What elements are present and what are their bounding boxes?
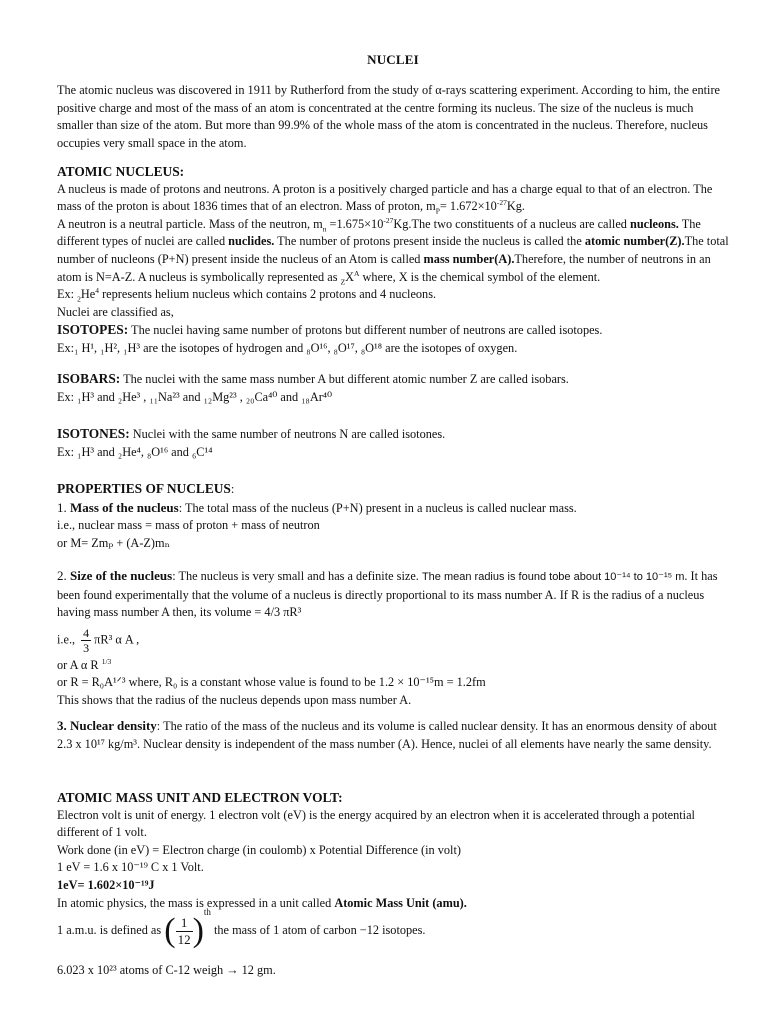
isobars-section — [57, 370, 729, 406]
intro-paragraph — [57, 82, 729, 152]
size-paragraph: 2. Size of the nucleus: The nucleus is very small and has a definite size. The mean radius is found tobe about 10⁻¹⁴ to 10⁻¹⁵ m. It has been found experimentally that the volume of a nucleus is directly proportional to its mass number A. If R is the radius of a nucleus having mass number A then, its volume = 4/3 πR³ — [57, 568, 718, 620]
atomic-nucleus-section — [57, 163, 729, 321]
amu-definition: 1 a.m.u. is defined as ( $\frac{1}{12}$ )$^{th}$ the mass of 1 atom of carbon −12 isotopes. — [57, 907, 426, 950]
nuclear-mass-ie: i.e., nuclear mass = mass of proton + mass of neutron — [57, 518, 320, 533]
radius-conclusion: This shows that the radius of the nucleus depends upon mass number A. — [57, 692, 412, 707]
isotones-example: Ex: ₁H³ and ₂He⁴, ₈O¹⁶ and ₆C¹⁴ — [57, 444, 213, 459]
isotopes-example: Ex:₁ H¹, ₁H², ₁H³ are the isotopes of hydrogen and ₈O¹⁶, ₈O¹⁷, ₈O¹⁸ are the isotopes of oxygen. — [57, 340, 518, 355]
isotones-definition: Nuclei with the same number of neutrons N are called isotones. — [129, 427, 446, 441]
amu-intro: In atomic physics, the mass is expressed in a unit called Atomic Mass Unit (amu). — [57, 895, 467, 910]
isotones-section — [57, 425, 729, 461]
size-of-nucleus-section — [57, 567, 729, 710]
isotopes-label: ISOTOPES: — [57, 322, 129, 337]
volume-relation: i.e., $\frac{4}{3}$ πR³ α A , — [57, 625, 140, 655]
amu-heading: ATOMIC MASS UNIT AND ELECTRON VOLT: — [57, 790, 343, 805]
isobars-definition: The nuclei with the same mass number A but different atomic number Z are called isobars. — [120, 372, 569, 386]
isotopes-definition: The nuclei having same number of protons but different number of neutrons are called isotopes. — [128, 323, 603, 337]
ev-joule-equation: 1eV= 1.602×10⁻¹⁹J — [57, 877, 155, 892]
one-twelfth-fraction: $\frac{1}{12}$ — [177, 914, 191, 947]
helium-example: Ex: $_2He^4$ represents helium nucleus which contains 2 protons and 4 nucleons. — [57, 286, 437, 304]
page-title: NUCLEI — [367, 52, 419, 67]
electron-volt-definition: Electron volt is unit of energy. 1 electron volt (eV) is the energy acquired by an electron when it is accelerated through a potential different of 1 volt. — [57, 807, 695, 840]
classified-line: Nuclei are classified as, — [57, 304, 174, 319]
proton-paragraph: A nucleus is made of protons and neutrons. A proton is a positively charged particle and has a charge equal to that of an electron. The mass of the proton is about 1836 times that of an electron. Mass of proton, $m_P= 1.672\times 10^{-27}Kg$. — [57, 181, 713, 216]
radius-formula: or R = R₀A¹ᐟ³ where, R₀ is a constant whose value is found to be 1.2 × 10⁻¹⁵m = 1.2fm — [57, 675, 486, 690]
four-thirds-fraction: $\frac{4}{3}$ — [83, 625, 90, 655]
amu-section — [57, 789, 729, 980]
ev-equation: 1 eV = 1.6 x 10⁻¹⁹ C x 1 Volt. — [57, 860, 204, 875]
properties-heading: PROPERTIES OF NUCLEUS — [57, 481, 231, 496]
intro-text: The atomic nucleus was discovered in 1911 by Rutherford from the study of α-rays scattering experiment. According to him, the entire positive charge and most of the mass of an atom is concentrated at the centre forming its nucleus. The size of the nucleus is much smaller than size of the atom. But more than 99.9% of the whole mass of the atom is concentrated in the nucleus. Therefore, nucleus occupies very small space in the atom. — [57, 83, 721, 150]
density-paragraph: 3. Nuclear density: The ratio of the mass of the nucleus and its volume is called nuclear density. It has an enormous density of about 2.3 x 10¹⁷ kg/m³. Nuclear density is independent of the mass number (A). Hence, nuclei of all elements have nearly the same density. — [57, 718, 717, 751]
properties-section: PROPERTIES OF NUCLEUS: 1. Mass of the nucleus: The total mass of the nucleus (P+N) present in a nucleus is called nuclear mass. i.e., nuclear mass = mass of proton + mass of neutron or M= Zmₚ + (A-Z)mₙ — [57, 480, 729, 552]
isobars-label: ISOBARS: — [57, 371, 121, 386]
nuclear-mass-formula: or M= Zmₚ + (A-Z)mₙ — [57, 535, 170, 550]
work-done-line: Work done (in eV) = Electron charge (in coulomb) x Potential Difference (in volt) — [57, 842, 461, 857]
radius-proportion: or A α R $^{1/3}$ — [57, 656, 112, 672]
avogadro-line: 6.023 x 10²³ atoms of C-12 weigh → 12 gm. — [57, 963, 276, 978]
nuclear-density-section — [57, 717, 729, 753]
mass-of-nucleus-paragraph: 1. Mass of the nucleus: The total mass of the nucleus (P+N) present in a nucleus is called nuclear mass. — [57, 499, 577, 515]
neutron-paragraph: A neutron is a neutral particle. Mass of the neutron, $m_n =1.675\times 10^{-27}Kg.The$ two constituents of a nucleus are called nucleons. The different types of nuclei are called nuclides. The number of protons present inside the nucleus is called the atomic number(Z).The total number of nucleons (P+N) present inside the nucleus of an Atom is called mass number(A).Therefore, the number of neutrons in an atom is N=A-Z. A nucleus is symbolically represented as $_ZX^A$ where, X is the chemical symbol of the element. — [57, 215, 729, 287]
isotones-label: ISOTONES: — [57, 426, 130, 441]
atomic-nucleus-heading: ATOMIC NUCLEUS: — [57, 164, 185, 179]
isobars-example: Ex: ₁H³ and ₂He³ , ₁₁Na²³ and ₁₂Mg²³ , ₂₀Ca⁴⁰ and ₁₈Ar⁴⁰ — [57, 389, 333, 404]
isotopes-section — [57, 321, 729, 357]
